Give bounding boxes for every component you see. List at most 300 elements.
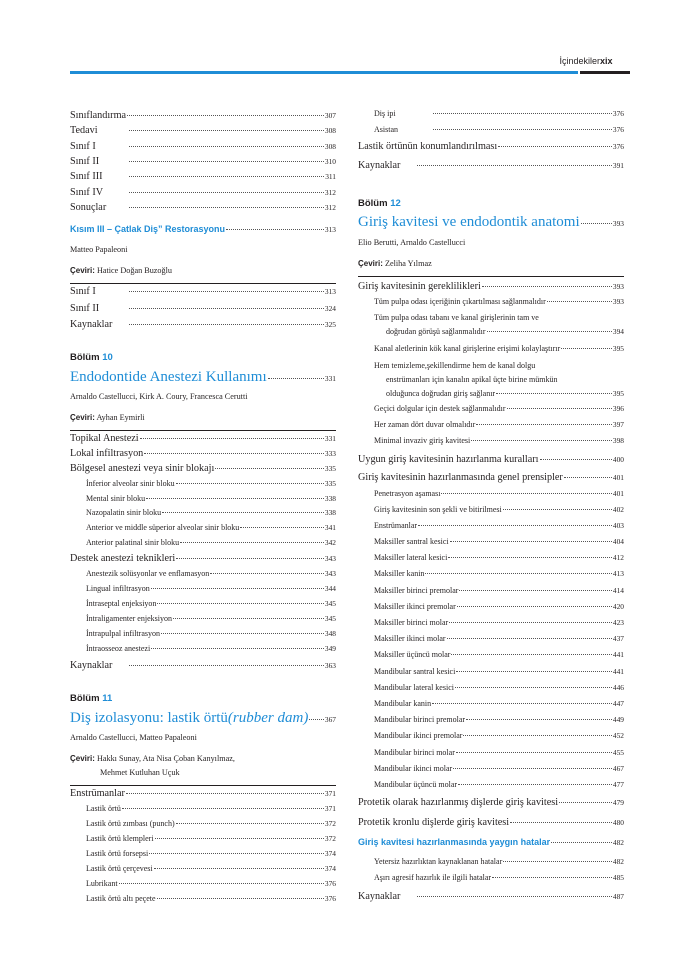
toc-entry-title: Sınıf II xyxy=(70,302,100,314)
toc-entry-title: Giriş kavitesinin gereklilikleri xyxy=(358,281,481,292)
toc-entry xyxy=(386,375,624,384)
toc-entry-title: İntraseptal enjeksiyon xyxy=(86,599,157,608)
toc-entry xyxy=(358,281,624,292)
toc-entry-title: Topikal Anestezi xyxy=(70,433,139,444)
dot-leader xyxy=(492,877,612,878)
toc-entry-title: Maksiller birinci premolar xyxy=(374,586,459,595)
part-title-text: Kısım III – Çatlak Diş” Restorasyonu xyxy=(70,224,226,234)
toc-entry xyxy=(374,420,624,429)
toc-entry xyxy=(374,873,624,882)
toc-entry xyxy=(374,569,624,578)
toc-entry-page: 363 xyxy=(324,661,336,670)
toc-entry-page: 393 xyxy=(612,282,624,291)
toc-entry-page: 446 xyxy=(612,683,624,692)
toc-entry-title: Mandibular lateral kesici xyxy=(374,683,454,692)
toc-entry-page: 313 xyxy=(324,287,336,296)
chapter-title xyxy=(358,214,624,231)
toc-entry-title: Sınıf III xyxy=(70,171,103,183)
toc-entry-title: Lastik örtü forsepsi xyxy=(86,849,149,858)
dot-leader xyxy=(155,838,324,839)
dot-leader xyxy=(176,483,324,484)
dot-leader xyxy=(418,525,612,526)
toc-entry-page: 477 xyxy=(612,780,624,789)
toc-entry xyxy=(70,303,336,314)
translator-name: Ayhan Eymirli xyxy=(94,413,145,422)
chapter-authors: Arnaldo Castellucci, Matteo Papaleoni xyxy=(70,733,197,742)
dot-leader xyxy=(581,223,612,224)
toc-entry-page: 333 xyxy=(324,449,336,458)
toc-entry-page: 412 xyxy=(612,553,624,562)
chapter-title-italic: (rubber dam) xyxy=(227,710,309,726)
dot-leader xyxy=(498,146,612,147)
toc-entry xyxy=(70,202,336,213)
toc-entry-title: olduğunca doğrudan giriş sağlanır xyxy=(386,389,496,398)
toc-entry xyxy=(86,864,336,873)
toc-entry-page: 374 xyxy=(324,849,336,858)
translator-label: Çeviri: xyxy=(70,413,95,422)
toc-entry-title: Maksiller ikinci premolar xyxy=(374,602,456,611)
toc-entry-page: 376 xyxy=(324,894,336,903)
toc-entry-page: 308 xyxy=(324,141,336,151)
chapter-number: 12 xyxy=(390,198,401,209)
toc-entry-page: 400 xyxy=(612,455,624,464)
chapter-translator xyxy=(70,413,145,422)
toc-entry xyxy=(70,553,336,564)
toc-entry-title: Mandibular santral kesici xyxy=(374,667,456,676)
dot-leader xyxy=(540,459,612,460)
divider xyxy=(358,276,624,277)
toc-entry-title: Enstrümanlar xyxy=(374,521,418,530)
dot-leader xyxy=(129,146,324,147)
toc-entry-title: Maksiller üçüncü molar xyxy=(374,650,451,659)
dot-leader xyxy=(457,606,612,607)
toc-entry xyxy=(358,472,624,483)
dot-leader xyxy=(507,408,612,409)
dot-leader xyxy=(268,378,324,379)
toc-entry xyxy=(86,523,336,532)
toc-entry-page: 372 xyxy=(324,819,336,828)
toc-entry xyxy=(358,891,624,902)
toc-entry xyxy=(374,125,624,134)
toc-entry-page: 487 xyxy=(612,892,624,901)
toc-entry-page: 441 xyxy=(612,650,624,659)
toc-entry-title: Maksiller ikinci molar xyxy=(374,634,446,643)
dot-leader xyxy=(180,542,324,543)
dot-leader xyxy=(561,348,612,349)
toc-entry xyxy=(374,537,624,546)
dot-leader xyxy=(119,883,324,884)
toc-entry xyxy=(358,817,624,828)
toc-entry xyxy=(86,494,336,503)
toc-entry-page: 394 xyxy=(612,327,624,336)
toc-entry xyxy=(374,404,624,413)
toc-entry-title: Diş ipi xyxy=(374,109,396,118)
dot-leader xyxy=(162,512,324,513)
toc-entry xyxy=(70,660,336,671)
dot-leader xyxy=(456,752,612,753)
toc-entry xyxy=(70,448,336,459)
dot-leader xyxy=(129,176,324,177)
toc-entry-page: 343 xyxy=(324,554,336,563)
toc-entry-title: Aşırı agresif hazırlık ile ilgili hatalar xyxy=(374,873,492,882)
toc-entry-title: Mental sinir bloku xyxy=(86,494,146,503)
toc-entry xyxy=(70,286,336,297)
toc-entry-page: 395 xyxy=(612,344,624,353)
toc-entry-page: 345 xyxy=(324,599,336,608)
dot-leader xyxy=(449,622,612,623)
toc-entry-title: Giriş kavitesinin son şekli ve bitirilmesi xyxy=(374,505,502,514)
chapter-authors: Elio Berutti, Arnaldo Castellucci xyxy=(358,238,466,247)
toc-entry-title: Uygun giriş kavitesinin hazırlanma kuralları xyxy=(358,454,539,465)
dot-leader xyxy=(129,192,324,193)
dot-leader xyxy=(240,527,324,528)
toc-entry-page: 395 xyxy=(612,389,624,398)
toc-entry-page: 455 xyxy=(612,748,624,757)
toc-entry-page: 401 xyxy=(612,473,624,482)
toc-entry-title: Lingual infiltrasyon xyxy=(86,584,150,593)
toc-entry-page: 396 xyxy=(612,404,624,413)
dot-leader xyxy=(129,324,324,325)
toc-entry-page: 485 xyxy=(612,873,624,882)
toc-entry-page: 447 xyxy=(612,699,624,708)
chapter-number: 10 xyxy=(102,352,113,363)
toc-entry xyxy=(86,614,336,623)
toc-entry-page: 413 xyxy=(612,569,624,578)
chapter-translator xyxy=(358,259,432,268)
dot-leader xyxy=(432,703,612,704)
dot-leader xyxy=(176,558,324,559)
toc-entry-title: Kaynaklar xyxy=(70,319,113,330)
header-rule-blue xyxy=(70,71,578,74)
translator-name: Zeliha Yılmaz xyxy=(382,259,432,268)
toc-entry xyxy=(374,602,624,611)
dot-leader xyxy=(503,861,612,862)
dot-leader xyxy=(151,588,324,589)
toc-entry xyxy=(86,629,336,638)
chapter-label-text: Bölüm xyxy=(70,693,103,704)
dot-leader xyxy=(433,129,612,130)
toc-entry-title: Bölgesel anestezi veya sinir blokajı xyxy=(70,463,215,474)
toc-entry-page: 311 xyxy=(325,172,336,182)
toc-entry xyxy=(386,327,624,336)
toc-entry-title: Mandibular birinci molar xyxy=(374,748,455,757)
toc-entry xyxy=(374,344,624,353)
toc-entry xyxy=(374,489,624,498)
chapter-page: 367 xyxy=(324,715,336,724)
toc-entry-title: Enstrümanlar xyxy=(70,788,125,799)
toc-entry-title: Geçici dolgular için destek sağlanmalıdır xyxy=(374,404,506,413)
toc-entry-page: 374 xyxy=(324,864,336,873)
toc-entry-title: Sınıflandırma xyxy=(70,110,127,121)
toc-entry-page: 449 xyxy=(612,715,624,724)
dot-leader xyxy=(503,509,612,510)
toc-entry-title: Destek anestezi teknikleri xyxy=(70,553,176,564)
toc-entry xyxy=(86,644,336,653)
dot-leader xyxy=(127,115,324,116)
toc-entry-title: Minimal invaziv giriş kavitesi xyxy=(374,436,471,445)
toc-entry-title: Lastik örtünün konumlandırılması xyxy=(358,141,498,152)
dot-leader xyxy=(456,671,612,672)
toc-entry xyxy=(86,538,336,547)
dot-leader xyxy=(466,719,612,720)
chapter-authors: Arnaldo Castellucci, Kirk A. Coury, Francesca Cerutti xyxy=(70,392,248,401)
chapter-label xyxy=(70,693,112,704)
chapter-title-text: Diş izolasyonu: lastik örtü xyxy=(70,710,228,726)
toc-entry-title: Hem temizleme,şekillendirme hem de kanal dolgu xyxy=(374,361,536,370)
toc-entry-page: 345 xyxy=(324,614,336,623)
toc-entry-page: 335 xyxy=(324,464,336,473)
toc-entry xyxy=(70,463,336,474)
toc-entry xyxy=(358,160,624,171)
toc-entry-title: Lastik örtü xyxy=(86,804,121,813)
toc-entry-title: İntrapulpal infiltrasyon xyxy=(86,629,160,638)
toc-entry-page: 480 xyxy=(612,818,624,827)
toc-entry-page: 376 xyxy=(612,142,624,151)
chapter-title xyxy=(70,369,336,386)
toc-entry-title: Protetik olarak hazırlanmış dişlerde giriş kavitesi xyxy=(358,797,559,808)
toc-entry-page: 376 xyxy=(324,879,336,888)
toc-entry xyxy=(70,433,336,444)
header-page-number: xix xyxy=(600,56,613,66)
toc-entry xyxy=(374,699,624,708)
toc-entry xyxy=(86,599,336,608)
toc-entry xyxy=(86,894,336,903)
toc-entry xyxy=(70,187,336,198)
toc-entry xyxy=(374,683,624,692)
chapter-page: 331 xyxy=(324,374,336,383)
dot-leader xyxy=(146,498,324,499)
toc-entry xyxy=(374,780,624,789)
toc-entry xyxy=(70,319,336,330)
dot-leader xyxy=(417,165,612,166)
part-translator xyxy=(70,266,172,275)
dot-leader xyxy=(122,808,324,809)
dot-leader xyxy=(559,802,612,803)
toc-entry-page: 479 xyxy=(612,798,624,807)
dot-leader xyxy=(144,453,324,454)
toc-entry-title: Lastik örtü çerçevesi xyxy=(86,864,153,873)
toc-entry xyxy=(374,634,624,643)
toc-entry-page: 420 xyxy=(612,602,624,611)
dot-leader xyxy=(510,822,612,823)
toc-entry xyxy=(374,764,624,773)
toc-entry xyxy=(374,618,624,627)
translator-name: Hakkı Sunay, Ata Nisa Çoban Kanyılmaz, xyxy=(94,754,235,763)
part-page: 313 xyxy=(324,225,336,234)
toc-entry-page: 349 xyxy=(324,644,336,653)
toc-entry-page: 348 xyxy=(324,629,336,638)
toc-entry-title: Tedavi xyxy=(70,125,98,137)
toc-entry xyxy=(358,797,624,808)
toc-entry-page: 482 xyxy=(612,857,624,866)
toc-entry xyxy=(70,171,336,182)
dot-leader xyxy=(451,654,611,655)
dot-leader xyxy=(129,130,324,131)
dot-leader xyxy=(157,898,324,899)
toc-entry-title: Sınıf II xyxy=(70,155,100,167)
toc-entry-title: İnferior alveolar sinir bloku xyxy=(86,479,175,488)
chapter-title xyxy=(70,710,336,727)
toc-entry-title: Mandibular birinci premolar xyxy=(374,715,466,724)
toc-entry-title: Anestezik solüsyonlar ve enflamasyon xyxy=(86,569,210,578)
toc-entry-title: Mandibular ikinci premolar xyxy=(374,731,463,740)
dot-leader xyxy=(129,207,324,208)
toc-entry xyxy=(358,141,624,152)
toc-entry-page: 376 xyxy=(612,109,624,118)
toc-entry-page: 441 xyxy=(612,667,624,676)
toc-entry-title: Anterior ve middle süperior alveolar sinir bloku xyxy=(86,523,240,532)
toc-entry xyxy=(374,731,624,740)
dot-leader xyxy=(433,113,612,114)
toc-entry-title: enstrümanları için kanalın apikal üçte birine mümkün xyxy=(386,375,558,384)
dot-leader xyxy=(126,793,324,794)
dot-leader xyxy=(173,618,324,619)
toc-entry xyxy=(358,837,624,847)
toc-entry-page: 376 xyxy=(612,125,624,134)
toc-entry-title: Tüm pulpa odası içeriğinin çıkartılması sağlanmalıdır xyxy=(374,297,546,306)
toc-entry-title: Asistan xyxy=(374,125,398,134)
divider xyxy=(70,283,336,284)
dot-leader xyxy=(448,557,612,558)
toc-entry-page: 335 xyxy=(324,479,336,488)
dot-leader xyxy=(482,286,612,287)
toc-entry-page: 398 xyxy=(612,436,624,445)
chapter-label xyxy=(358,198,401,209)
divider xyxy=(70,785,336,786)
toc-entry-page: 310 xyxy=(324,156,336,166)
dot-leader xyxy=(176,823,324,824)
toc-entry xyxy=(374,313,624,322)
toc-entry-title: Kanal aletlerinin kök kanal girişlerine erişimi kolaylaştırır xyxy=(374,344,561,353)
toc-entry-title: Kaynaklar xyxy=(358,160,401,171)
toc-entry-title: İntraligamenter enjeksiyon xyxy=(86,614,172,623)
toc-entry-title: Kaynaklar xyxy=(70,660,113,671)
translator-label: Çeviri: xyxy=(358,259,383,268)
dot-leader xyxy=(458,784,612,785)
toc-entry-page: 404 xyxy=(612,537,624,546)
toc-entry-title: Penetrasyon aşaması xyxy=(374,489,441,498)
dot-leader xyxy=(476,424,612,425)
toc-entry-page: 343 xyxy=(324,569,336,578)
toc-entry-title: Giriş kavitesi hazırlanmasında yaygın hatalar xyxy=(358,837,551,847)
toc-entry xyxy=(374,650,624,659)
toc-entry-page: 452 xyxy=(612,731,624,740)
dot-leader xyxy=(129,291,324,292)
toc-entry xyxy=(70,125,336,136)
toc-entry-title: Protetik kronlu dişlerde giriş kavitesi xyxy=(358,817,510,828)
dot-leader xyxy=(551,842,612,843)
toc-entry xyxy=(374,361,624,370)
dot-leader xyxy=(140,438,324,439)
chapter-label-text: Bölüm xyxy=(358,198,391,209)
toc-entry xyxy=(86,804,336,813)
dot-leader xyxy=(459,590,611,591)
toc-entry-page: 403 xyxy=(612,521,624,530)
toc-entry xyxy=(70,156,336,167)
chapter-label-text: Bölüm xyxy=(70,352,103,363)
toc-entry xyxy=(374,109,624,118)
toc-entry-page: 437 xyxy=(612,634,624,643)
translator-label: Çeviri: xyxy=(70,266,95,275)
toc-entry xyxy=(70,141,336,152)
toc-entry-page: 467 xyxy=(612,764,624,773)
chapter-page: 393 xyxy=(612,219,624,228)
toc-entry xyxy=(386,389,624,398)
toc-entry-page: 324 xyxy=(324,303,336,313)
toc-entry-page: 308 xyxy=(324,126,336,136)
toc-entry-page: 307 xyxy=(324,111,336,120)
toc-entry xyxy=(86,584,336,593)
dot-leader xyxy=(129,161,324,162)
toc-entry xyxy=(70,110,336,121)
dot-leader xyxy=(161,633,324,634)
toc-entry-page: 482 xyxy=(612,838,624,847)
dot-leader xyxy=(157,603,323,604)
toc-entry-title: Her zaman dört duvar olmalıdır xyxy=(374,420,476,429)
toc-entry xyxy=(86,819,336,828)
toc-entry-page: 312 xyxy=(324,202,336,212)
toc-entry-title: İntraosseoz anestezi xyxy=(86,644,151,653)
dot-leader xyxy=(154,868,324,869)
dot-leader xyxy=(496,393,612,394)
part-author: Matteo Papaleoni xyxy=(70,245,128,254)
toc-entry-page: 397 xyxy=(612,420,624,429)
toc-entry-title: Yetersiz hazırlıktan kaynaklanan hatalar xyxy=(374,857,503,866)
toc-entry xyxy=(374,553,624,562)
dot-leader xyxy=(417,896,612,897)
dot-leader xyxy=(453,768,612,769)
toc-entry-title: Maksiller birinci molar xyxy=(374,618,449,627)
dot-leader xyxy=(441,493,611,494)
toc-entry-page: 391 xyxy=(612,161,624,170)
toc-entry-page: 423 xyxy=(612,618,624,627)
toc-entry xyxy=(86,569,336,578)
dot-leader xyxy=(450,541,612,542)
chapter-title-text: Giriş kavitesi ve endodontik anatomi xyxy=(358,214,580,230)
toc-entry-page: 401 xyxy=(612,489,624,498)
toc-entry-title: Maksiller kanin xyxy=(374,569,425,578)
toc-entry-title: Sınıf I xyxy=(70,140,96,152)
part-title xyxy=(70,224,336,234)
toc-entry-title: Sınıf I xyxy=(70,286,96,297)
dot-leader xyxy=(471,440,612,441)
toc-entry-title: Kaynaklar xyxy=(358,891,401,902)
toc-entry xyxy=(358,454,624,465)
toc-entry-title: Lastik örtü klempleri xyxy=(86,834,154,843)
toc-entry xyxy=(374,505,624,514)
toc-entry-title: Giriş kavitesinin hazırlanmasında genel prensipler xyxy=(358,472,563,483)
toc-entry-title: Maksiller santral kesici xyxy=(374,537,449,546)
translator-name: Hatice Doğan Buzoğlu xyxy=(94,266,172,275)
toc-entry xyxy=(374,715,624,724)
toc-entry-page: 344 xyxy=(324,584,336,593)
dot-leader xyxy=(226,229,324,230)
toc-entry-page: 372 xyxy=(324,834,336,843)
toc-entry xyxy=(86,508,336,517)
toc-entry xyxy=(374,521,624,530)
toc-entry xyxy=(374,297,624,306)
toc-entry-title: doğrudan görüşü sağlanmalıdır xyxy=(386,327,486,336)
toc-entry-page: 402 xyxy=(612,505,624,514)
toc-entry xyxy=(70,788,336,799)
dot-leader xyxy=(210,573,324,574)
toc-entry-title: Lastik örtü zımbası (punch) xyxy=(86,819,175,828)
toc-entry-title: Tüm pulpa odası tabanı ve kanal girişlerinin tam ve xyxy=(374,313,539,322)
toc-entry-page: 338 xyxy=(324,494,336,503)
chapter-title-text: Endodontide Anestezi Kullanımı xyxy=(70,369,267,385)
toc-entry-title: Sonuçlar xyxy=(70,201,107,213)
toc-entry-title: Mandibular kanin xyxy=(374,699,432,708)
